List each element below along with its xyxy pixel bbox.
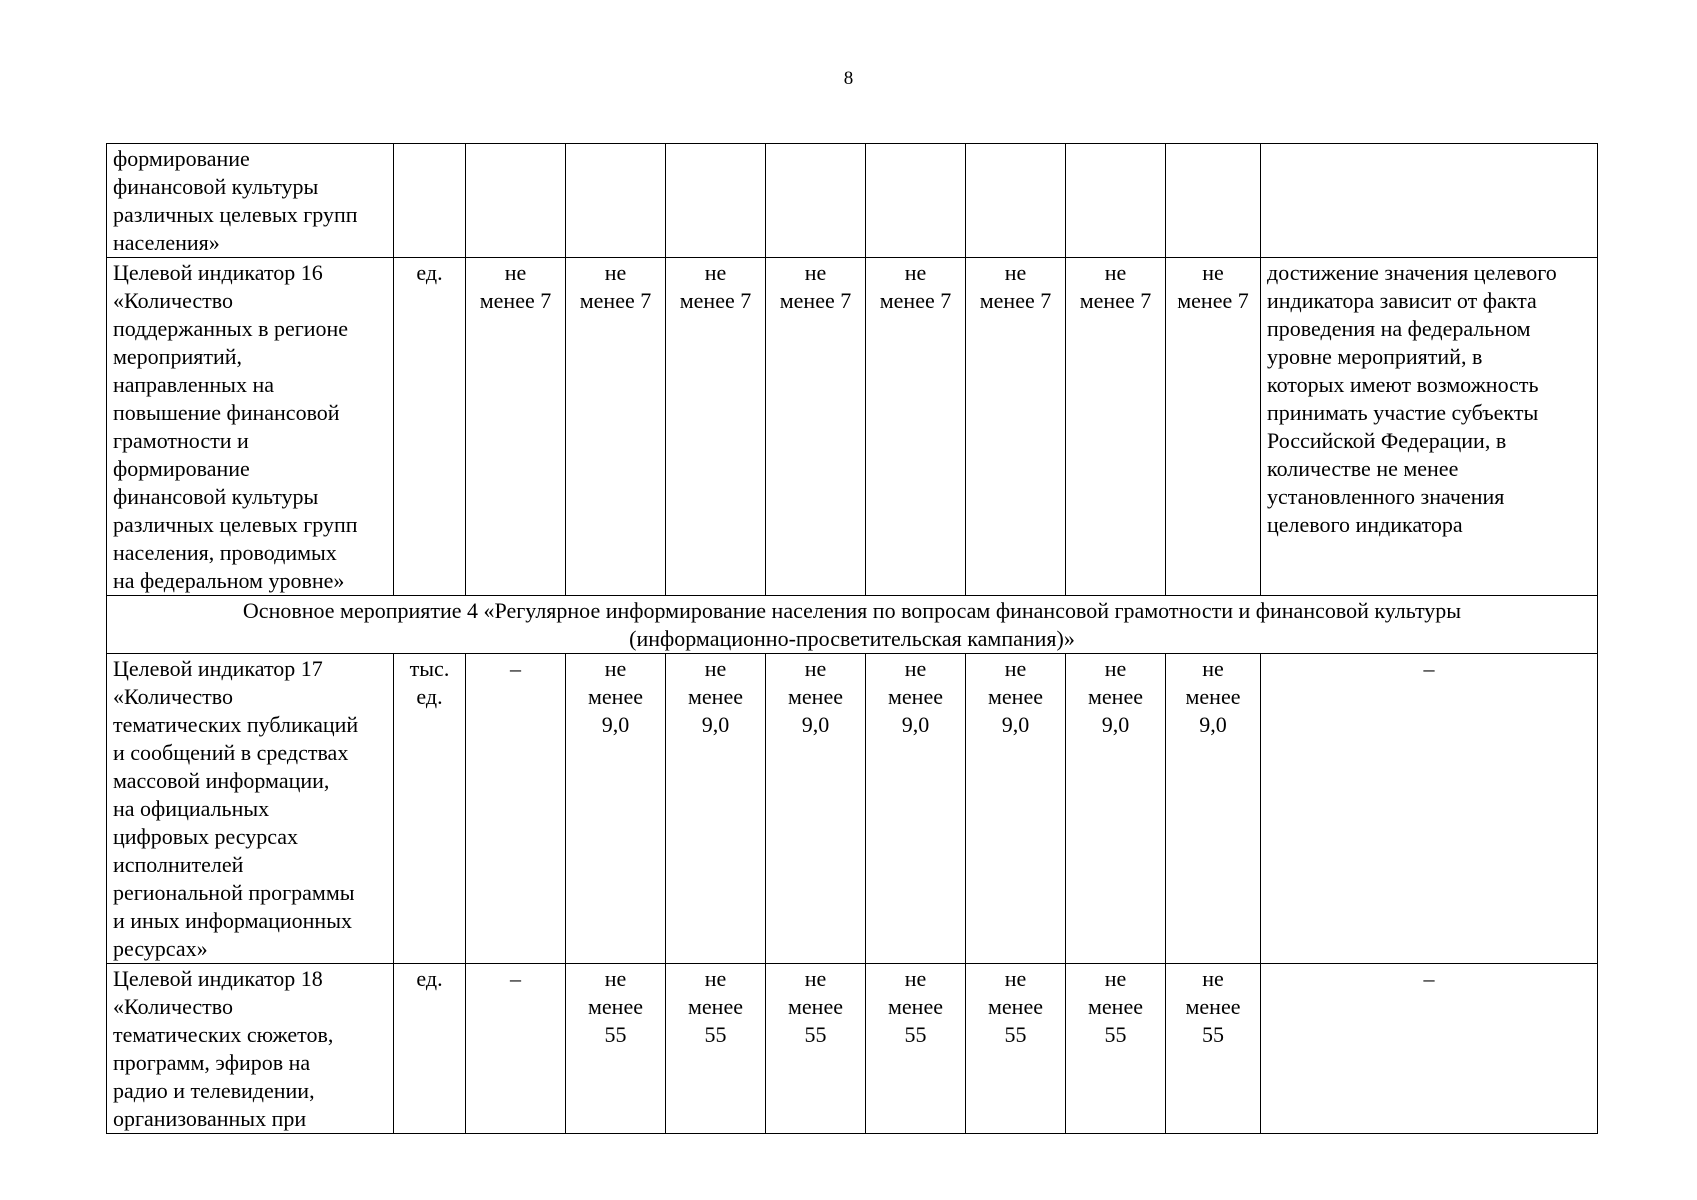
value-cell xyxy=(466,144,566,258)
section-heading: Основное мероприятие 4 «Регулярное информирование населения по вопросам финансовой грамотности и финансовой культуры (информационно-просветительская кампания)» xyxy=(107,596,1598,654)
value-cell: не менее 9,0 xyxy=(866,654,966,964)
table-row xyxy=(107,258,1598,596)
value-cell: не менее 9,0 xyxy=(766,654,866,964)
table-row xyxy=(107,144,1598,258)
table-row xyxy=(107,964,1598,1134)
value-cell xyxy=(1166,144,1261,258)
value-cell: не менее 7 xyxy=(966,258,1066,596)
indicator-name-cell: Целевой индикатор 17 «Количество тематических публикаций и сообщений в средствах массовой информации, на официальных цифровых ресурсах исполнителей региональной программы и иных информационных ресурсах» xyxy=(107,654,394,964)
value-cell xyxy=(866,144,966,258)
indicators-table xyxy=(106,143,1598,1134)
value-cell: не менее 7 xyxy=(1166,258,1261,596)
indicator-name-cell: Целевой индикатор 16 «Количество поддержанных в регионе мероприятий, направленных на повышение финансовой грамотности и формирование финансовой культуры различных целевых групп населения, проводимых на федеральном уровне» xyxy=(107,258,394,596)
unit-cell xyxy=(394,144,466,258)
value-cell: не менее 55 xyxy=(866,964,966,1134)
value-cell: не менее 55 xyxy=(766,964,866,1134)
unit-cell: тыс. ед. xyxy=(394,654,466,964)
section-row xyxy=(107,596,1598,654)
value-cell: не менее 55 xyxy=(566,964,666,1134)
value-cell: не менее 55 xyxy=(666,964,766,1134)
page-number: 8 xyxy=(843,68,854,89)
value-cell: не менее 9,0 xyxy=(666,654,766,964)
value-cell: не менее 55 xyxy=(1066,964,1166,1134)
value-cell xyxy=(766,144,866,258)
value-cell: не менее 55 xyxy=(966,964,1066,1134)
note-cell: – xyxy=(1261,964,1598,1134)
value-cell: не менее 9,0 xyxy=(1066,654,1166,964)
value-cell: не менее 7 xyxy=(1066,258,1166,596)
note-cell xyxy=(1261,144,1598,258)
value-cell: не менее 7 xyxy=(766,258,866,596)
value-cell: – xyxy=(466,964,566,1134)
indicator-name-cell: формирование финансовой культуры различных целевых групп населения» xyxy=(107,144,394,258)
value-cell: не менее 7 xyxy=(666,258,766,596)
value-cell: не менее 7 xyxy=(466,258,566,596)
value-cell xyxy=(566,144,666,258)
value-cell: не менее 9,0 xyxy=(966,654,1066,964)
note-cell: – xyxy=(1261,654,1598,964)
unit-cell: ед. xyxy=(394,258,466,596)
value-cell: не менее 7 xyxy=(566,258,666,596)
unit-cell: ед. xyxy=(394,964,466,1134)
value-cell: не менее 7 xyxy=(866,258,966,596)
value-cell xyxy=(966,144,1066,258)
value-cell xyxy=(666,144,766,258)
value-cell: не менее 55 xyxy=(1166,964,1261,1134)
table-row xyxy=(107,654,1598,964)
indicator-name-cell: Целевой индикатор 18 «Количество тематических сюжетов, программ, эфиров на радио и телевидении, организованных при xyxy=(107,964,394,1134)
note-cell: достижение значения целевого индикатора зависит от факта проведения на федеральном уровне мероприятий, в которых имеют возможность принимать участие субъекты Российской Федерации, в количестве не менее установленного значения целевого индикатора xyxy=(1261,258,1598,596)
value-cell xyxy=(1066,144,1166,258)
value-cell: – xyxy=(466,654,566,964)
value-cell: не менее 9,0 xyxy=(1166,654,1261,964)
value-cell: не менее 9,0 xyxy=(566,654,666,964)
